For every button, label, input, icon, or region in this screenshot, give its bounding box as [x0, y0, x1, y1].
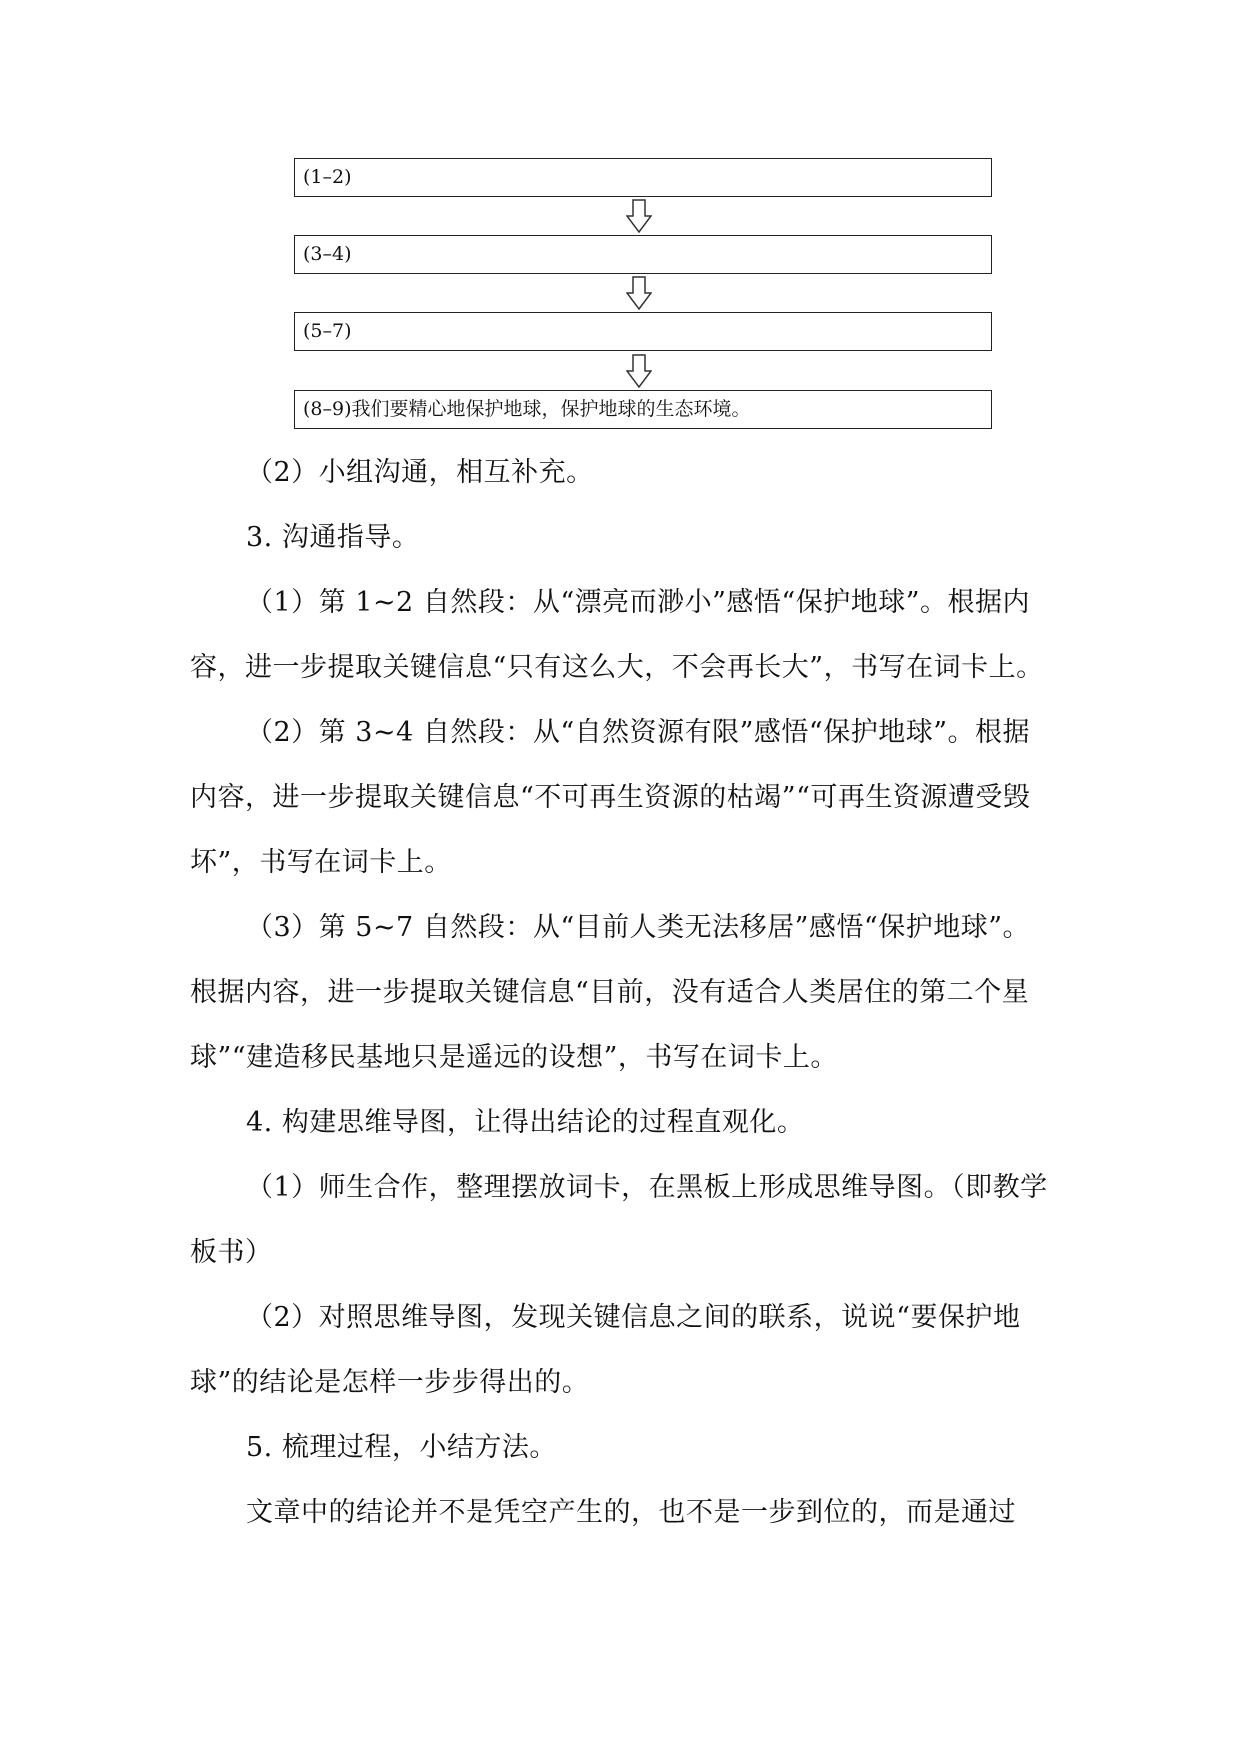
flow-box-3: (5–7) — [294, 312, 992, 351]
down-arrow-icon — [626, 199, 652, 233]
flow-box-2: (3–4) — [294, 235, 992, 274]
paragraph: （2）第 3~4 自然段：从“自然资源有限”感悟“保护地球”。根据内容，进一步提取关键信息“不可再生资源的枯竭”“可再生资源遭受毁坏”，书写在词卡上。 — [190, 717, 1031, 878]
flow-box-1: (1–2) — [294, 158, 992, 197]
paragraph: 文章中的结论并不是凭空产生的，也不是一步到位的，而是通过 — [246, 1497, 1016, 1528]
down-arrow-icon — [626, 354, 652, 388]
paragraph: （2）对照思维导图，发现关键信息之间的联系，说说“要保护地球”的结论是怎样一步步得出的。 — [190, 1302, 1021, 1398]
down-arrow-icon — [626, 276, 652, 310]
flow-box-4: (8–9)我们要精心地保护地球，保护地球的生态环境。 — [294, 390, 992, 429]
body-text — [190, 440, 1050, 1545]
section-heading: 4. 构建思维导图，让得出结论的过程直观化。 — [246, 1107, 805, 1138]
paragraph: （3）第 5~7 自然段：从“目前人类无法移居”感悟“保护地球”。根据内容，进一步提取关键信息“目前，没有适合人类居住的第二个星球”“建造移民基地只是遥远的设想”，书写在词卡上。 — [190, 912, 1031, 1073]
section-heading: 5. 梳理过程，小结方法。 — [246, 1432, 557, 1463]
paragraph: （1）师生合作，整理摆放词卡，在黑板上形成思维导图。（即教学板书） — [190, 1172, 1048, 1268]
paragraph: （1）第 1~2 自然段：从“漂亮而渺小”感悟“保护地球”。根据内容，进一步提取关键信息“只有这么大，不会再长大”，书写在词卡上。 — [190, 587, 1044, 683]
paragraph: （2）小组沟通，相互补充。 — [246, 457, 594, 488]
section-heading: 3. 沟通指导。 — [246, 522, 420, 553]
